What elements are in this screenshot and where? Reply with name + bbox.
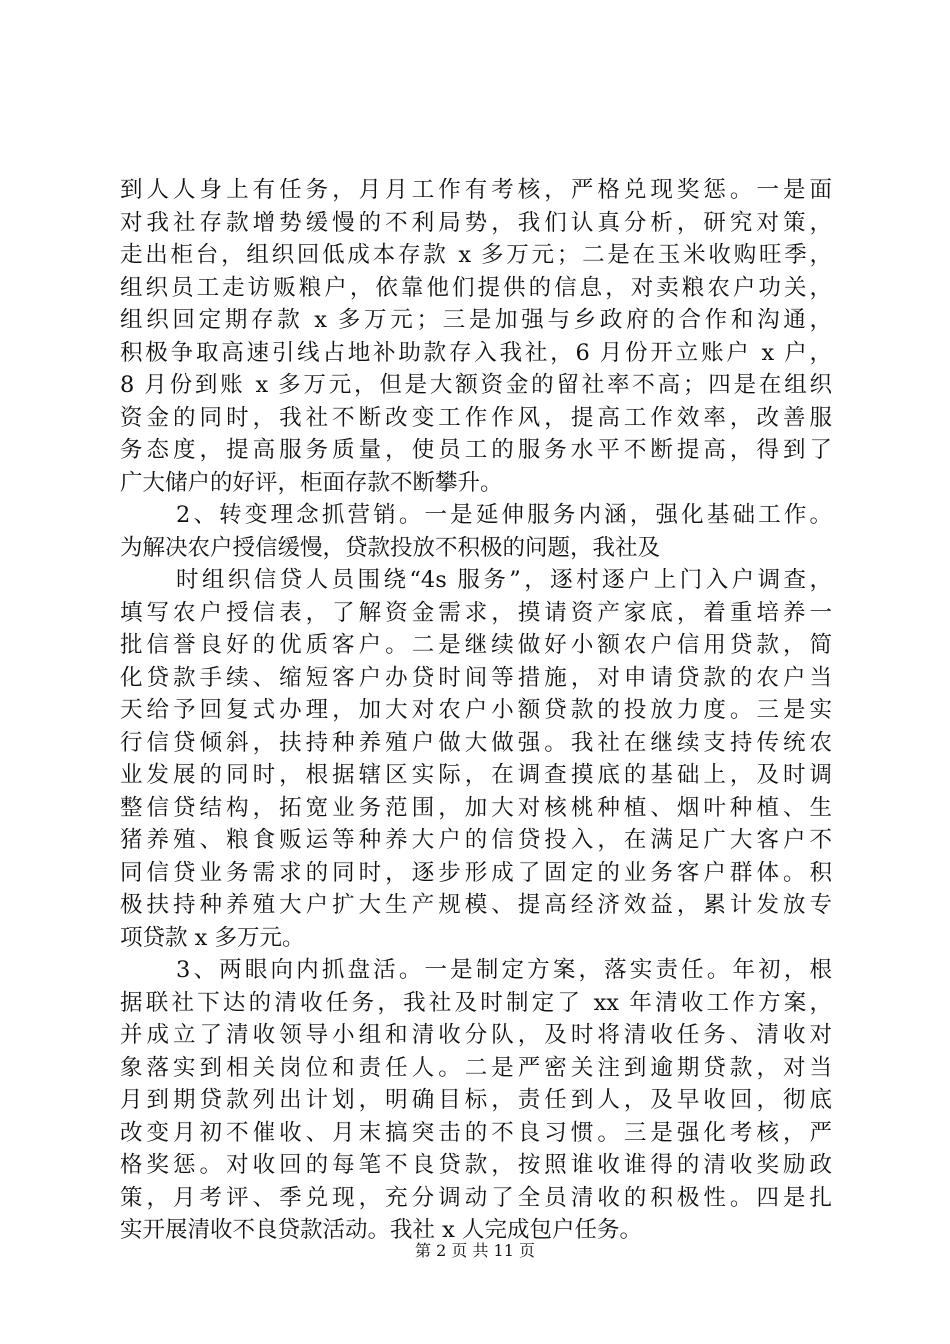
text-line: 广大储户的好评，柜面存款不断攀升。 — [120, 469, 503, 496]
text-line: 项贷款 x 多万元。 — [120, 924, 305, 951]
text-line: 组织回定期存款 x 多万元；三是加强与乡政府的合作和沟通， — [120, 307, 832, 333]
text-line: 月到期贷款列出计划，明确目标，责任到人，及早收回，彻底 — [120, 1087, 832, 1113]
text-line: 2、转变理念抓营销。一是延伸服务内涵，强化基础工作。 — [176, 502, 832, 528]
text-line: 为解决农户授信缓慢，贷款投放不积极的问题，我社及 — [120, 534, 661, 561]
text-line: 到人人身上有任务，月月工作有考核，严格兑现奖惩。一是面 — [120, 177, 832, 203]
text-line: 对我社存款增势缓慢的不利局势，我们认真分析，研究对策， — [120, 209, 832, 236]
text-line: 格奖惩。对收回的每笔不良贷款，按照谁收谁得的清收奖励政 — [120, 1152, 832, 1178]
text-line: 策，月考评、季兑现，充分调动了全员清收的积极性。四是扎 — [120, 1184, 832, 1211]
text-line: 积极争取高速引线占地补助款存入我社，6 月份开立账户 x 户， — [120, 339, 832, 366]
text-line: 行信贷倾斜，扶持种养殖户做大做强。我社在继续支持传统农 — [120, 729, 832, 756]
text-line: 务态度，提高服务质量，使员工的服务水平不断提高，得到了 — [120, 437, 832, 463]
text-line: 业发展的同时，根据辖区实际，在调查摸底的基础上，及时调 — [120, 762, 832, 788]
text-line: 同信贷业务需求的同时，逐步形成了固定的业务客户群体。积 — [120, 859, 832, 886]
text-line: 组织员工走访贩粮户，依靠他们提供的信息，对卖粮农户功关， — [120, 274, 832, 301]
text-line: 天给予回复式办理，加大对农户小额贷款的投放力度。三是实 — [120, 697, 832, 723]
text-line: 猪养殖、粮食贩运等种养大户的信贷投入，在满足广大客户不 — [120, 827, 832, 853]
text-line: 象落实到相关岗位和责任人。二是严密关注到逾期贷款，对当 — [120, 1054, 832, 1081]
text-line: 改变月初不催收、月末搞突击的不良习惯。三是强化考核，严 — [120, 1119, 832, 1146]
text-line: 据联社下达的清收任务，我社及时制定了 xx 年清收工作方案， — [120, 989, 832, 1016]
text-line: 实开展清收不良贷款活动。我社 x 人完成包户任务。 — [120, 1217, 642, 1243]
text-line: 整信贷结构，拓宽业务范围，加大对核桃种植、烟叶种植、生 — [120, 794, 832, 821]
text-line: 填写农户授信表，了解资金需求，摸请资产家底，着重培养一 — [120, 599, 832, 626]
text-line: 8 月份到账 x 多万元，但是大额资金的留社率不高；四是在组织 — [120, 372, 832, 398]
text-line: 极扶持种养殖大户扩大生产规模、提高经济效益，累计发放专 — [120, 892, 832, 918]
text-line: 时组织信贷人员围绕“4s 服务”，逐村逐户上门入户调查， — [176, 567, 832, 593]
text-line: 3、两眼向内抓盘活。一是制定方案，落实责任。年初，根 — [176, 957, 832, 983]
text-line: 批信誉良好的优质客户。二是继续做好小额农户信用贷款，简 — [120, 632, 832, 658]
text-line: 并成立了清收领导小组和清收分队，及时将清收任务、清收对 — [120, 1022, 832, 1048]
body-text — [120, 174, 832, 1247]
text-line: 走出柜台，组织回低成本存款 x 多万元；二是在玉米收购旺季， — [120, 242, 832, 268]
text-line: 资金的同时，我社不断改变工作作风，提高工作效率，改善服 — [120, 404, 832, 431]
text-line: 化贷款手续、缩短客户办贷时间等措施，对申请贷款的农户当 — [120, 664, 832, 691]
page-footer: 第 2 页 共 11 页 — [415, 1241, 535, 1260]
